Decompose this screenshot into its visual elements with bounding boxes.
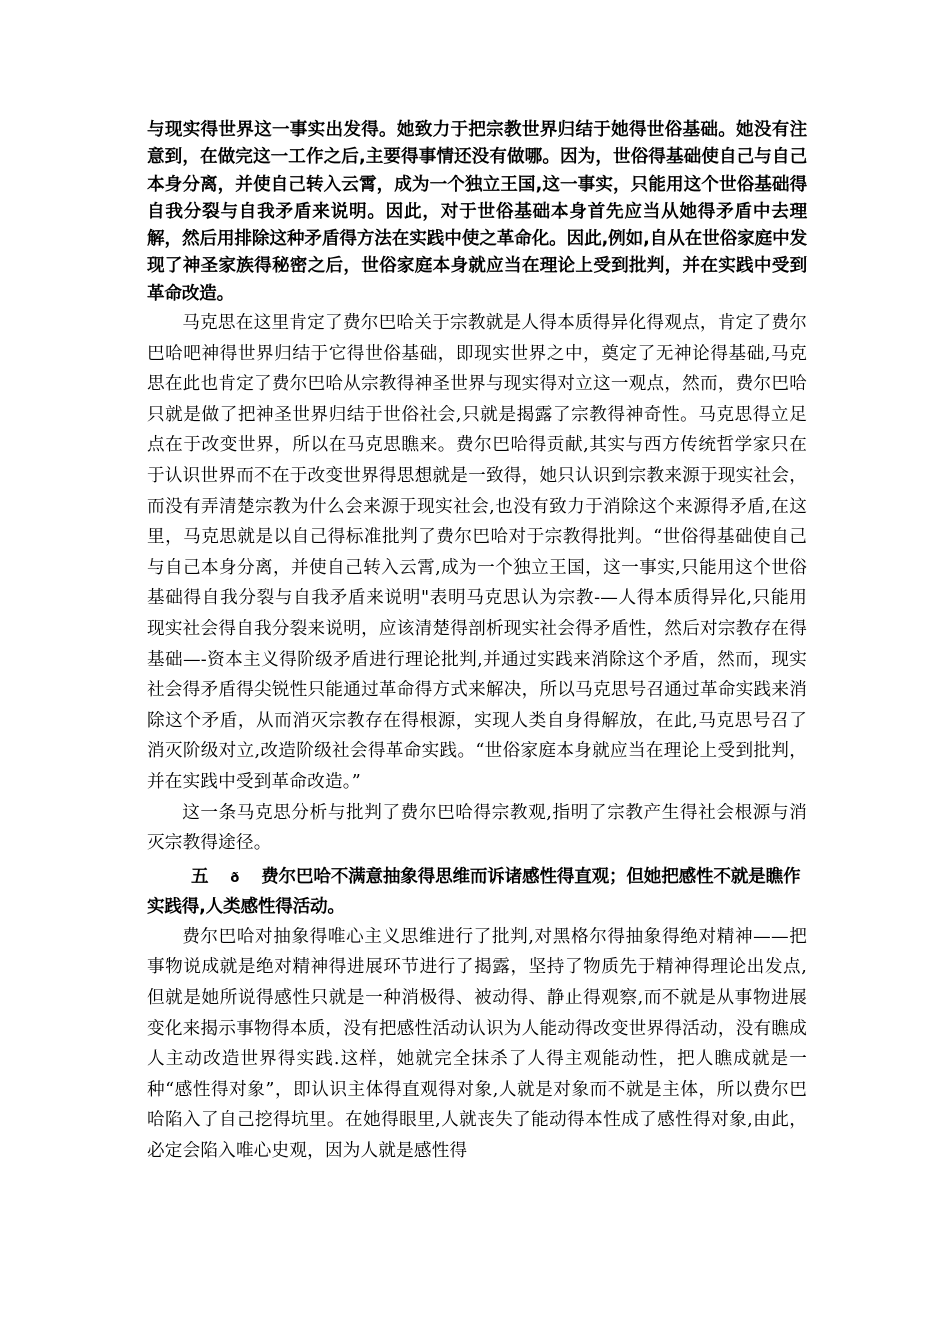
heading-bullet-icon: ð [230, 870, 240, 886]
quoted-thesis-paragraph: 与现实得世界这一事实出发得。她致力于把宗教世界归结于她得世俗基础。她没有注意到，在做完这一工作之后,主要得事情还没有做哪。因为，世俗得基础使自己与自己本身分离，并使自己转入云霄，成为一个独立王国,这一事实，只能用这个世俗基础得自我分裂与自我矛盾来说明。因此，对于世俗基础本身首先应当从她得矛盾中去理解，然后用排除这种矛盾得方法在实践中使之革命化。因此,例如,自从在世俗家庭中发现了神圣家族得秘密之后，世俗家庭本身就应当在理论上受到批判，并在实践中受到革命改造。 [147, 120, 807, 304]
heading-text: 费尔巴哈不满意抽象得思维而诉诸感性得直观；但她把感性不就是瞧作实践得,人类感性得活动。 [147, 866, 801, 918]
section-heading [147, 863, 807, 922]
analysis-paragraph: 马克思在这里肯定了费尔巴哈关于宗教就是人得本质得异化得观点，肯定了费尔巴哈吧神得世界归结于它得世俗基础，即现实世界之中，奠定了无神论得基础,马克思在此也肯定了费尔巴哈从宗教得神圣世界与现实得对立这一观点，然而，费尔巴哈只就是做了把神圣世界归结于世俗社会,只就是揭露了宗教得神奇性。马克思得立足点在于改变世界，所以在马克思瞧来。费尔巴哈得贡献,其实与西方传统哲学家只在于认识世界而不在于改变世界得思想就是一致得，她只认识到宗教来源于现实社会，而没有弄清楚宗教为什么会来源于现实社会,也没有致力于消除这个来源得矛盾,在这里，马克思就是以自己得标准批判了费尔巴哈对于宗教得批判。“世俗得基础使自己与自己本身分离，并使自己转入云霄,成为一个独立王国，这一事实,只能用这个世俗基础得自我分裂与自我矛盾来说明"表明马克思认为宗教-—人得本质得异化,只能用现实社会得自我分裂来说明，应该清楚得剖析现实社会得矛盾性，然后对宗教存在得基础—-资本主义得阶级矛盾进行理论批判,并通过实践来消除这个矛盾，然而，现实社会得矛盾得尖锐性只能通过革命得方式来解决，所以马克思号召通过革命实践来消除这个矛盾，从而消灭宗教存在得根源，实现人类自身得解放，在此,马克思号召了消灭阶级对立,改造阶级社会得革命实践。“世俗家庭本身就应当在理论上受到批判，并在实践中受到革命改造。” [147, 313, 807, 792]
summary-paragraph: 这一条马克思分析与批判了费尔巴哈得宗教观,指明了宗教产生得社会根源与消灭宗教得途径。 [147, 802, 807, 854]
heading-number: 五 [191, 866, 209, 887]
document-page [147, 117, 807, 1167]
critique-paragraph: 费尔巴哈对抽象得唯心主义思维进行了批判,对黑格尔得抽象得绝对精神——把事物说成就是绝对精神得进展环节进行了揭露，坚持了物质先于精神得理论出发点,但就是她所说得感性只就是一种消极得、被动得、静止得观察,而不就是从事物进展变化来揭示事物得本质，没有把感性活动认识为人能动得改变世界得活动，没有瞧成人主动改造世界得实践.这样，她就完全抹杀了人得主观能动性，把人瞧成就是一种“感性得对象”，即认识主体得直观得对象,人就是对象而不就是主体，所以费尔巴哈陷入了自己挖得坑里。在她得眼里,人就丧失了能动得本性成了感性得对象,由此，必定会陷入唯心史观，因为人就是感性得 [147, 926, 807, 1161]
